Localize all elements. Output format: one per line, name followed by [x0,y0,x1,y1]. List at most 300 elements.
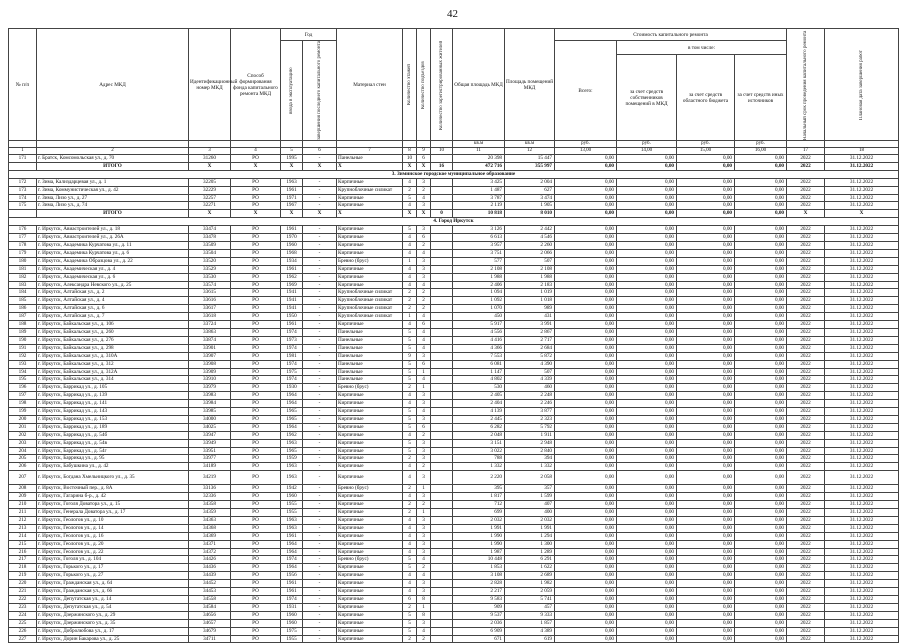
table-cell: 3 877 [505,408,555,416]
table-row [9,249,899,257]
table-cell: РО [231,273,281,281]
table-row [9,588,899,596]
table-cell: г. Иркутск, Байкальская ул., д. 312 [37,360,189,368]
table-cell: 1981 [281,352,303,360]
table-cell: 31.12.2022 [825,344,899,352]
table-cell: 33504 [189,249,231,257]
header-cost-own: за счет средств собственников помещений в МКД [617,55,677,141]
table-cell: г. Иркутск, Гражданская ул., д. 66 [37,588,189,596]
table-cell: - [303,439,337,447]
table-cell: 0,00 [555,423,617,431]
table-cell: 31.12.2022 [825,313,899,321]
table-cell: 2022 [787,273,825,281]
table-cell: 0 [431,210,453,218]
table-cell: 0,00 [617,257,677,265]
table-row [9,305,899,313]
table-cell: 1 018 [505,297,555,305]
table-cell: 3 [417,178,431,186]
table-cell: 2 406 [453,281,505,289]
table-cell: 33909 [189,368,231,376]
column-number-cell: 3 [189,148,231,155]
table-cell: 0,00 [555,516,617,524]
table-cell: 1 [417,368,431,376]
table-cell: 4 [403,463,417,471]
table-cell: 33910 [189,376,231,384]
table-cell [431,580,453,588]
table-cell: 2022 [787,408,825,416]
table-cell: 2022 [787,580,825,588]
table-cell: 6 081 [453,360,505,368]
table-cell: 0,00 [617,516,677,524]
table-cell: - [303,548,337,556]
table-cell: 175 [9,202,37,210]
table-cell: 31.12.2022 [825,202,899,210]
table-cell: г. Иркутск, Добролюбова ул., д. 17 [37,627,189,635]
table-cell [431,242,453,250]
table-cell: 31260 [189,155,231,163]
table-cell: 31.12.2022 [825,392,899,400]
table-cell: 1 [417,509,431,517]
table-cell: 2 032 [505,516,555,524]
table-cell: 2 [403,186,417,194]
table-cell [431,447,453,455]
table-cell: 15 447 [505,155,555,163]
table-cell: 0,00 [735,162,787,170]
table-cell: 0,00 [555,635,617,643]
table-cell: 191 [9,344,37,352]
table-cell [431,548,453,556]
table-row [9,540,899,548]
table-cell: 0,00 [735,352,787,360]
table-cell: 31.12.2022 [825,352,899,360]
table-cell: 0,00 [555,289,617,297]
table-cell: Кирпичные [337,516,403,524]
table-cell: 31.12.2022 [825,305,899,313]
table-cell: Кирпичные [337,431,403,439]
table-cell: Кирпичные [337,242,403,250]
table-cell: 2 [417,297,431,305]
table-cell: 0,00 [735,281,787,289]
table-cell: 198 [9,400,37,408]
table-cell: - [303,635,337,643]
table-cell: 699 [453,509,505,517]
table-cell: 5 [403,447,417,455]
table-cell: 0,00 [677,242,735,250]
table-cell: 200 [9,415,37,423]
table-cell: РО [231,281,281,289]
table-cell: - [303,384,337,392]
table-cell: Кирпичные [337,627,403,635]
table-cell: 2022 [787,313,825,321]
table-cell: 33951 [189,447,231,455]
table-cell: 6 [417,360,431,368]
table-cell: 2 [403,603,417,611]
table-cell: 4 [403,493,417,501]
table-cell: 2022 [787,321,825,329]
table-cell: 31.12.2022 [825,273,899,281]
table-cell: 1 019 [505,289,555,297]
table-cell: 3 957 [453,242,505,250]
table-cell: 34452 [189,580,231,588]
table-cell: 33863 [189,328,231,336]
table-cell: 208 [9,485,37,493]
table-cell: 0,00 [617,439,677,447]
table-cell: 3 [417,392,431,400]
table-row [9,186,899,194]
table-cell: 2 442 [505,226,555,234]
table-cell: 31.12.2022 [825,242,899,250]
table-row [9,619,899,627]
table-cell: 0,00 [735,328,787,336]
table-cell: 4 [403,548,417,556]
table-cell: 1 [417,603,431,611]
header-residents: Количество зарегистрированных жителей [431,29,453,141]
table-cell: Кирпичные [337,548,403,556]
table-cell: РО [231,186,281,194]
table-cell: 0,00 [677,155,735,163]
table-cell: X [337,210,403,218]
table-cell: 31.12.2022 [825,619,899,627]
table-cell: 6 [417,321,431,329]
table-cell: 0,00 [617,321,677,329]
table-cell: 1941 [281,289,303,297]
table-cell: 357 [505,485,555,493]
table-cell: Панельные [337,155,403,163]
table-cell [431,186,453,194]
table-cell: 182 [9,273,37,281]
table-row [9,509,899,517]
table-cell: 8 010 [505,210,555,218]
table-cell: Кирпичные [337,415,403,423]
section-row [9,170,899,178]
table-cell: 0,00 [735,611,787,619]
table-cell: 0,00 [555,463,617,471]
column-number-cell: 12 [505,148,555,155]
table-cell: 0,00 [735,249,787,257]
table-cell: 0,00 [617,556,677,564]
table-cell: Панельные [337,368,403,376]
table-cell: г. Зима, Лизо ул., д. 27 [37,194,189,202]
table-cell: Кирпичные [337,463,403,471]
table-cell: - [303,194,337,202]
table-cell: 20 398 [453,155,505,163]
table-cell: г. Иркутск, Геологов ул., д. 10 [37,516,189,524]
table-row [9,556,899,564]
table-cell: 9 583 [453,595,505,603]
table-cell: 0,00 [555,186,617,194]
table-row [9,155,899,163]
table-cell: 0,00 [735,572,787,580]
table-cell: 0,00 [617,595,677,603]
table-cell [431,595,453,603]
table-cell: 0,00 [677,400,735,408]
table-row [9,226,899,234]
table-body [9,141,899,643]
table-cell: 2 [417,186,431,194]
table-cell: 1 982 [505,580,555,588]
table-cell: РО [231,384,281,392]
table-cell: 0,00 [735,400,787,408]
table-cell: - [303,297,337,305]
table-cell: 0,00 [617,635,677,643]
table-cell: 4 [417,313,431,321]
table-cell: РО [231,305,281,313]
table-cell: 2 248 [505,392,555,400]
table-cell: 31.12.2022 [825,234,899,242]
table-cell: 4 366 [453,344,505,352]
table-cell: 2022 [787,439,825,447]
table-cell: 4 [403,234,417,242]
table-cell: г. Иркутск, Баррикад ул., д. 54в [37,439,189,447]
table-cell: 355 997 [505,162,555,170]
table-cell: г. Иркутск, Алтайская ул., д. 2 [37,289,189,297]
table-cell: 3 [417,447,431,455]
table-cell: 2 [403,289,417,297]
table-cell: 0,00 [735,485,787,493]
column-number-cell: 8 [403,148,417,155]
column-number-cell: 1 [9,148,37,155]
table-cell: 4 [403,281,417,289]
table-cell: г. Зима, Лизо ул., д. 74 [37,202,189,210]
table-cell: 2022 [787,455,825,463]
table-cell: 1942 [281,485,303,493]
table-cell: 4 [403,392,417,400]
table-cell: 2 867 [505,328,555,336]
table-cell: 4 [417,249,431,257]
table-cell: 0,00 [735,155,787,163]
table-cell: 1969 [281,281,303,289]
table-cell: РО [231,627,281,635]
table-cell: 0,00 [617,281,677,289]
table-cell: РО [231,423,281,431]
table-cell: РО [231,516,281,524]
table-cell: 4 416 [453,336,505,344]
table-cell: 31.12.2022 [825,548,899,556]
table-cell: 0,00 [555,556,617,564]
table-cell: 0,00 [677,423,735,431]
table-cell: 0,00 [677,344,735,352]
table-cell: 0,00 [735,257,787,265]
table-cell: 2022 [787,627,825,635]
table-cell: 530 [453,384,505,392]
table-row [9,635,899,643]
table-cell: 34368 [189,524,231,532]
table-cell: 2022 [787,336,825,344]
table-cell: 0,00 [617,423,677,431]
table-cell: - [303,572,337,580]
table-cell: 0,00 [677,415,735,423]
table-cell: г. Иркутск, Горького ул., д. 17 [37,564,189,572]
table-cell: 0,00 [555,548,617,556]
column-number-cell: 18 [825,148,899,155]
table-cell: - [303,603,337,611]
table-cell: 0,00 [677,281,735,289]
table-cell: г. Иркутск, Александра Невского ул., д. 25 [37,281,189,289]
table-cell: 0,00 [617,485,677,493]
table-cell: Панельные [337,328,403,336]
table-cell: 3 [417,524,431,532]
table-cell: 2 032 [453,516,505,524]
table-cell: 2022 [787,368,825,376]
table-cell: Кирпичные [337,509,403,517]
table-row [9,439,899,447]
header-address: Адрес МКД [37,29,189,141]
table-cell: X [403,162,417,170]
table-cell: 31.12.2022 [825,265,899,273]
table-cell: 31.12.2022 [825,447,899,455]
header-method: Способ формирования фонда капитального ремонта МКД [231,29,281,141]
table-cell: 0,00 [555,540,617,548]
table-cell: 0,00 [555,155,617,163]
table-cell: Кирпичные [337,321,403,329]
table-cell: 9 [403,352,417,360]
table-cell: 0,00 [677,580,735,588]
table-cell: 4 [417,194,431,202]
table-cell: 0,00 [617,352,677,360]
table-cell: 0,00 [555,392,617,400]
table-cell: 1956 [281,572,303,580]
table-cell: 0,00 [677,305,735,313]
table-cell: 0,00 [735,493,787,501]
table-cell: 0,00 [735,289,787,297]
table-cell [431,321,453,329]
table-row [9,194,899,202]
table-row [9,265,899,273]
table-row [9,321,899,329]
table-cell: 3 [417,493,431,501]
table-cell [431,328,453,336]
table-cell: 450 [453,313,505,321]
table-cell: РО [231,234,281,242]
table-cell: - [303,611,337,619]
section-title: 4. Город Иркутск [9,218,899,226]
table-cell: 0,00 [617,572,677,580]
table-cell: г. Иркутск, Алтайская ул., д. 4 [37,297,189,305]
table-cell: Кирпичные [337,540,403,548]
table-cell: 1965 [281,408,303,416]
table-cell: 4 389 [505,627,555,635]
table-cell: 2 [403,384,417,392]
header-id: Идентификационный номер МКД [189,29,231,141]
table-cell: - [303,352,337,360]
table-cell: Кирпичные [337,281,403,289]
table-cell: 6 [417,423,431,431]
column-number-cell: 10 [431,148,453,155]
table-cell: 0,00 [617,155,677,163]
table-cell: РО [231,455,281,463]
table-cell: 1931 [281,603,303,611]
table-cell: 31.12.2022 [825,611,899,619]
table-cell: 1968 [281,249,303,257]
column-number-cell: 16,00 [735,148,787,155]
table-cell [431,289,453,297]
table-cell: 788 [453,455,505,463]
table-cell: 0,00 [735,532,787,540]
unit-cell: руб. [555,141,617,148]
table-cell [431,493,453,501]
table-cell: 2022 [787,603,825,611]
table-cell: 33874 [189,336,231,344]
table-cell: 2022 [787,524,825,532]
table-cell: 989 [505,305,555,313]
table-cell: 2022 [787,400,825,408]
table-cell: 0,00 [735,265,787,273]
table-cell: - [303,540,337,548]
table-row [9,471,899,485]
table-cell [431,540,453,548]
table-cell: РО [231,595,281,603]
header-including: в том числе: [617,41,787,55]
table-cell: 2 108 [505,265,555,273]
table-row [9,532,899,540]
table-cell: 0,00 [555,313,617,321]
table-cell: Панельные [337,336,403,344]
table-cell [431,400,453,408]
table-cell [431,439,453,447]
table-cell: 34359 [189,509,231,517]
table-cell: - [303,564,337,572]
table-cell: - [303,368,337,376]
table-cell: 0,00 [677,265,735,273]
table-cell: 2 323 [505,415,555,423]
table-cell: 31.12.2022 [825,400,899,408]
table-cell: 1 990 [453,532,505,540]
table-cell: 32205 [189,178,231,186]
table-row [9,352,899,360]
table-cell: Кирпичные [337,524,403,532]
table-cell: 196 [9,384,37,392]
table-cell: 1964 [281,540,303,548]
table-cell: X [231,210,281,218]
table-cell: 5 [403,328,417,336]
table-cell: г. Иркутск, Байкальская ул., д. 260 [37,328,189,336]
table-cell: 0,00 [555,384,617,392]
table-cell: 1963 [281,516,303,524]
table-cell: 32271 [189,202,231,210]
table-cell: 181 [9,265,37,273]
table-cell: 33617 [189,305,231,313]
table-cell [431,524,453,532]
table-cell: 0,00 [555,408,617,416]
table-cell: X [787,210,825,218]
table-cell: 3 [417,540,431,548]
table-cell: 5 [403,564,417,572]
table-cell [431,352,453,360]
table-cell: 3 [417,400,431,408]
table-cell: 2 840 [505,447,555,455]
table-cell [431,368,453,376]
table-cell: 5 [403,627,417,635]
table-cell: 0,00 [555,344,617,352]
table-cell: 6 [417,234,431,242]
table-cell: 2 404 [453,400,505,408]
table-cell: 1 991 [453,524,505,532]
table-cell: Панельные [337,352,403,360]
table-cell: 201 [9,423,37,431]
table-cell: 0,00 [555,273,617,281]
table-cell: X [403,210,417,218]
table-cell: 0,00 [617,415,677,423]
table-cell: 0,00 [677,194,735,202]
table-cell: г. Иркутск, Генерала Доватора ул., д. 17 [37,509,189,517]
table-cell: 4 [417,572,431,580]
table-cell: 33985 [189,408,231,416]
table-cell: 2 [417,463,431,471]
table-cell [431,360,453,368]
table-cell: 4 802 [453,376,505,384]
table-cell: 1974 [281,360,303,368]
table-cell: 1 990 [453,540,505,548]
